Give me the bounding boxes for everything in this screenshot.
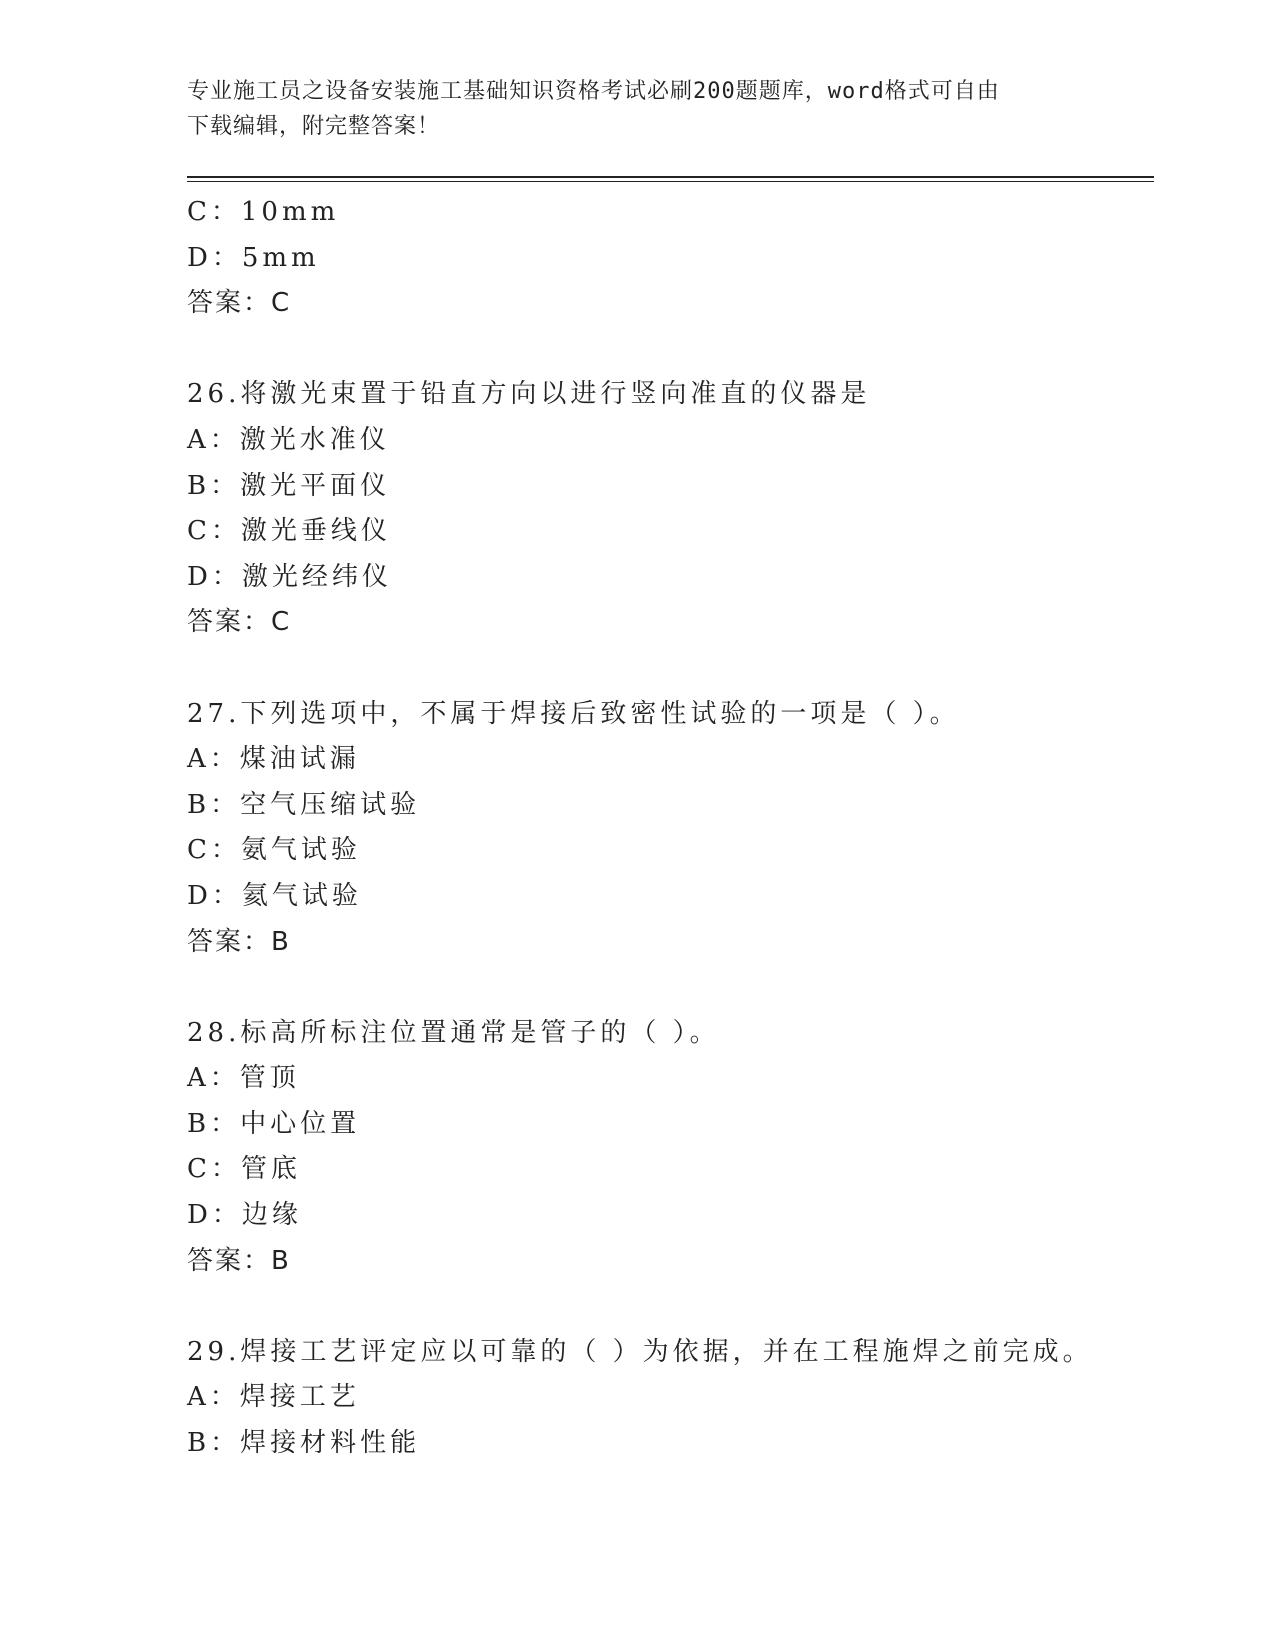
option-d: D：激光经纬仪 — [187, 561, 392, 592]
option-a: A：管顶 — [187, 1063, 300, 1094]
spacer — [187, 646, 1147, 692]
option-a: A：激光水准仪 — [187, 424, 390, 455]
option-c: C：激光垂线仪 — [187, 516, 391, 547]
spacer — [187, 1284, 1147, 1330]
header-divider-thin — [187, 181, 1154, 182]
question-list — [187, 190, 1147, 1467]
spacer — [187, 965, 1147, 1011]
question-28 — [187, 1011, 1147, 1285]
question-stem: 26.将激光束置于铅直方向以进行竖向准直的仪器是 — [187, 379, 871, 410]
option-b: B：空气压缩试验 — [187, 789, 421, 820]
option-c: C：管底 — [187, 1154, 301, 1185]
option-b: B：中心位置 — [187, 1108, 361, 1139]
question-stem: 28.标高所标注位置通常是管子的（ ）。 — [187, 1017, 720, 1048]
question-stem: 29.焊接工艺评定应以可靠的（ ）为依据，并在工程施焊之前完成。 — [187, 1336, 1093, 1367]
document-header — [187, 74, 1067, 144]
option-d: D：氦气试验 — [187, 880, 362, 911]
spacer — [187, 327, 1147, 373]
option-d: D：边缘 — [187, 1200, 302, 1231]
option-b: B：焊接材料性能 — [187, 1428, 421, 1459]
header-line-1: 专业施工员之设备安装施工基础知识资格考试必刷200题题库，word格式可自由 — [187, 79, 1000, 104]
answer-line: 答案：C — [187, 607, 292, 638]
question-25-tail — [187, 190, 1147, 327]
option-b: B：激光平面仪 — [187, 470, 391, 501]
option-a: A：焊接工艺 — [187, 1382, 360, 1413]
question-29 — [187, 1330, 1147, 1467]
answer-line: 答案：B — [187, 926, 291, 957]
question-27 — [187, 692, 1147, 966]
header-divider-thick — [187, 176, 1154, 178]
option-c: C：10mm — [187, 197, 340, 227]
option-a: A：煤油试漏 — [187, 744, 360, 775]
question-stem: 27.下列选项中，不属于焊接后致密性试验的一项是（ ）。 — [187, 698, 960, 729]
header-line-2: 下载编辑，附完整答案！ — [187, 114, 441, 139]
answer-line: 答案：B — [187, 1245, 291, 1276]
question-26 — [187, 372, 1147, 646]
answer-line: 答案：C — [187, 288, 292, 319]
option-d: D：5mm — [187, 242, 320, 273]
option-c: C：氨气试验 — [187, 835, 361, 866]
